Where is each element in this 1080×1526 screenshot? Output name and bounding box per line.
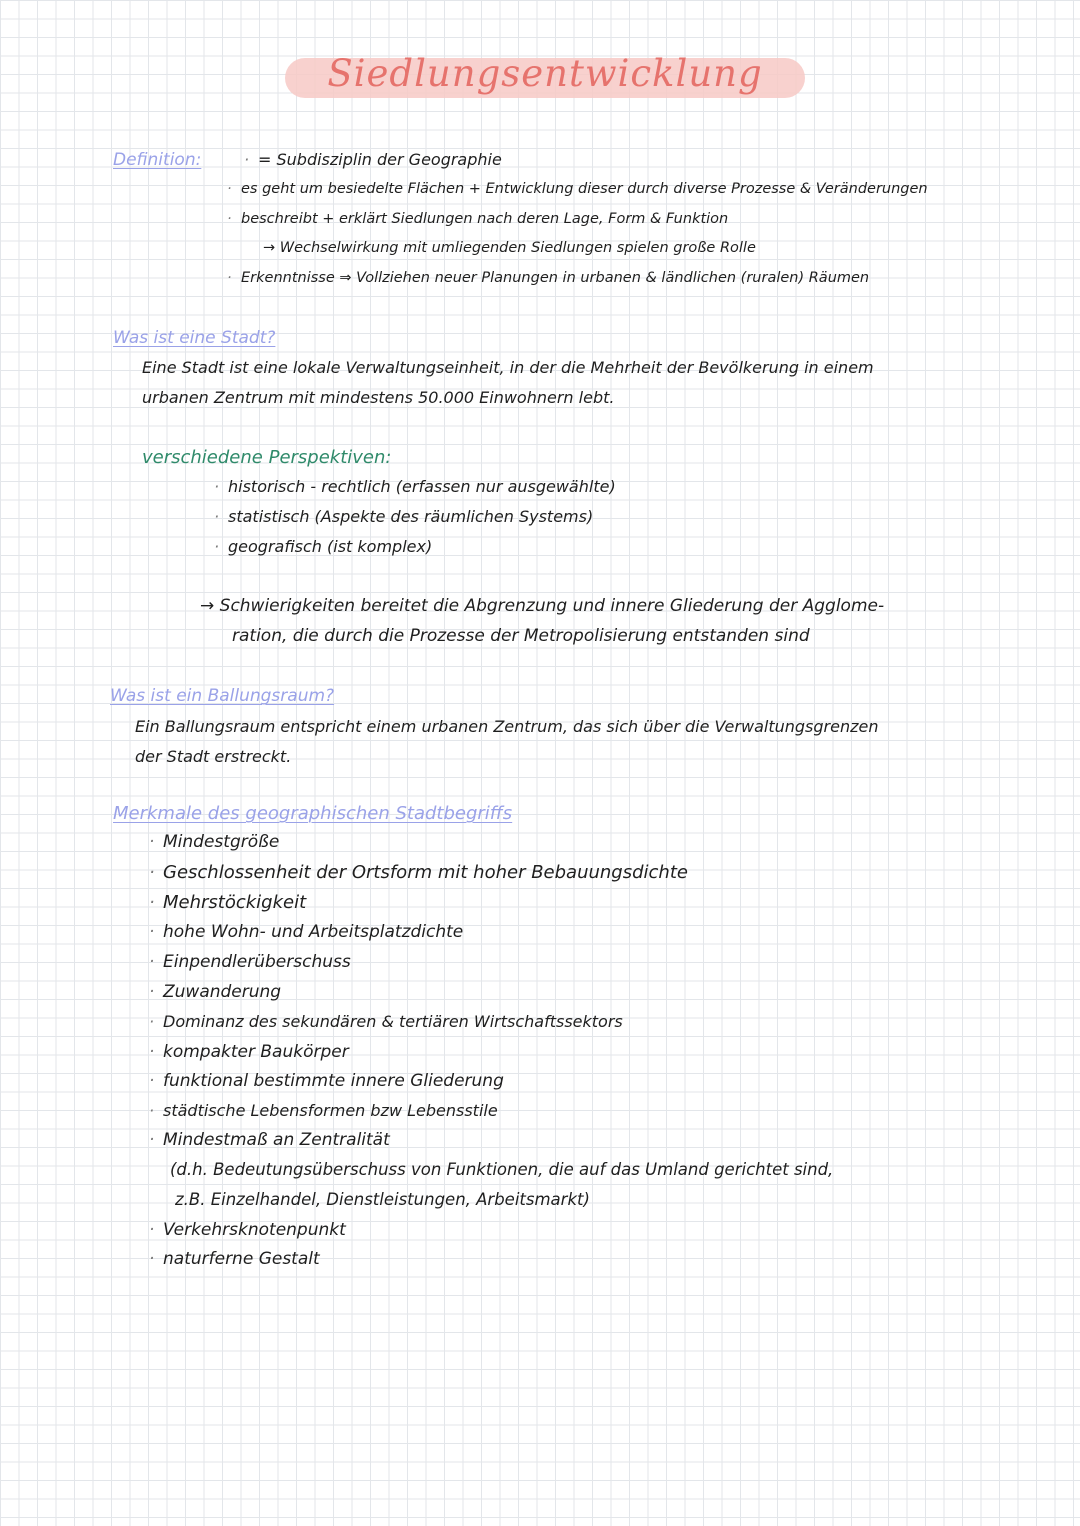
- stadt-heading: Was ist eine Stadt?: [113, 328, 276, 348]
- stadt-line-1: Eine Stadt ist eine lokale Verwaltungseinheit, in der die Mehrheit der Bevölkerung in einem: [142, 358, 874, 377]
- title-block: [285, 52, 805, 98]
- definition-item-5: · Erkenntnisse ⇒ Vollziehen neuer Planungen in urbanen & ländlichen (ruralen) Räumen: [241, 270, 869, 286]
- list-item: · kompakter Baukörper: [163, 1042, 349, 1062]
- agglomeration-note-1: → Schwierigkeiten bereitet die Abgrenzung und innere Gliederung der Agglome-: [200, 596, 885, 616]
- list-item: · hohe Wohn- und Arbeitsplatzdichte: [163, 922, 463, 942]
- list-item: · Mindestmaß an Zentralität: [163, 1130, 390, 1150]
- list-item: · funktional bestimmte innere Gliederung: [163, 1071, 504, 1091]
- list-item: · Dominanz des sekundären & tertiären Wirtschaftssektors: [163, 1012, 623, 1031]
- perspective-item-3: · geografisch (ist komplex): [228, 537, 432, 556]
- definition-item-1: · = Subdisziplin der Geographie: [258, 150, 502, 169]
- list-item: · Mindestgröße: [163, 832, 279, 852]
- list-item: (d.h. Bedeutungsüberschuss von Funktionen, die auf das Umland gerichtet sind,: [170, 1160, 834, 1179]
- definition-item-3: · beschreibt + erklärt Siedlungen nach deren Lage, Form & Funktion: [241, 211, 728, 227]
- list-item: z.B. Einzelhandel, Dienstleistungen, Arbeitsmarkt): [175, 1190, 590, 1209]
- page-title: Siedlungsentwicklung: [327, 52, 763, 95]
- perspective-item-2: · statistisch (Aspekte des räumlichen Systems): [228, 507, 593, 526]
- ballungsraum-heading: Was ist ein Ballungsraum?: [110, 686, 335, 706]
- perspectives-heading: verschiedene Perspektiven:: [142, 447, 392, 468]
- definition-item-4: → Wechselwirkung mit umliegenden Siedlungen spielen große Rolle: [263, 240, 756, 256]
- definition-heading: Definition:: [113, 150, 202, 170]
- stadt-line-2: urbanen Zentrum mit mindestens 50.000 Einwohnern lebt.: [142, 388, 615, 407]
- list-item: · Einpendlerüberschuss: [163, 952, 351, 972]
- definition-item-2: · es geht um besiedelte Flächen + Entwicklung dieser durch diverse Prozesse & Veränderungen: [241, 181, 928, 197]
- list-item: · Verkehrsknotenpunkt: [163, 1220, 346, 1240]
- merkmale-heading: Merkmale des geographischen Stadtbegriffs: [113, 803, 513, 824]
- perspective-item-1: · historisch - rechtlich (erfassen nur ausgewählte): [228, 477, 616, 496]
- ballungsraum-line-1: Ein Ballungsraum entspricht einem urbanen Zentrum, das sich über die Verwaltungsgrenzen: [135, 717, 879, 736]
- list-item: · Geschlossenheit der Ortsform mit hoher Bebauungsdichte: [163, 862, 688, 883]
- list-item: · Zuwanderung: [163, 982, 281, 1002]
- agglomeration-note-2: ration, die durch die Prozesse der Metropolisierung entstanden sind: [232, 626, 810, 646]
- list-item: · städtische Lebensformen bzw Lebensstile: [163, 1101, 498, 1120]
- ballungsraum-line-2: der Stadt erstreckt.: [135, 747, 292, 766]
- list-item: · naturferne Gestalt: [163, 1249, 320, 1269]
- list-item: · Mehrstöckigkeit: [163, 892, 306, 913]
